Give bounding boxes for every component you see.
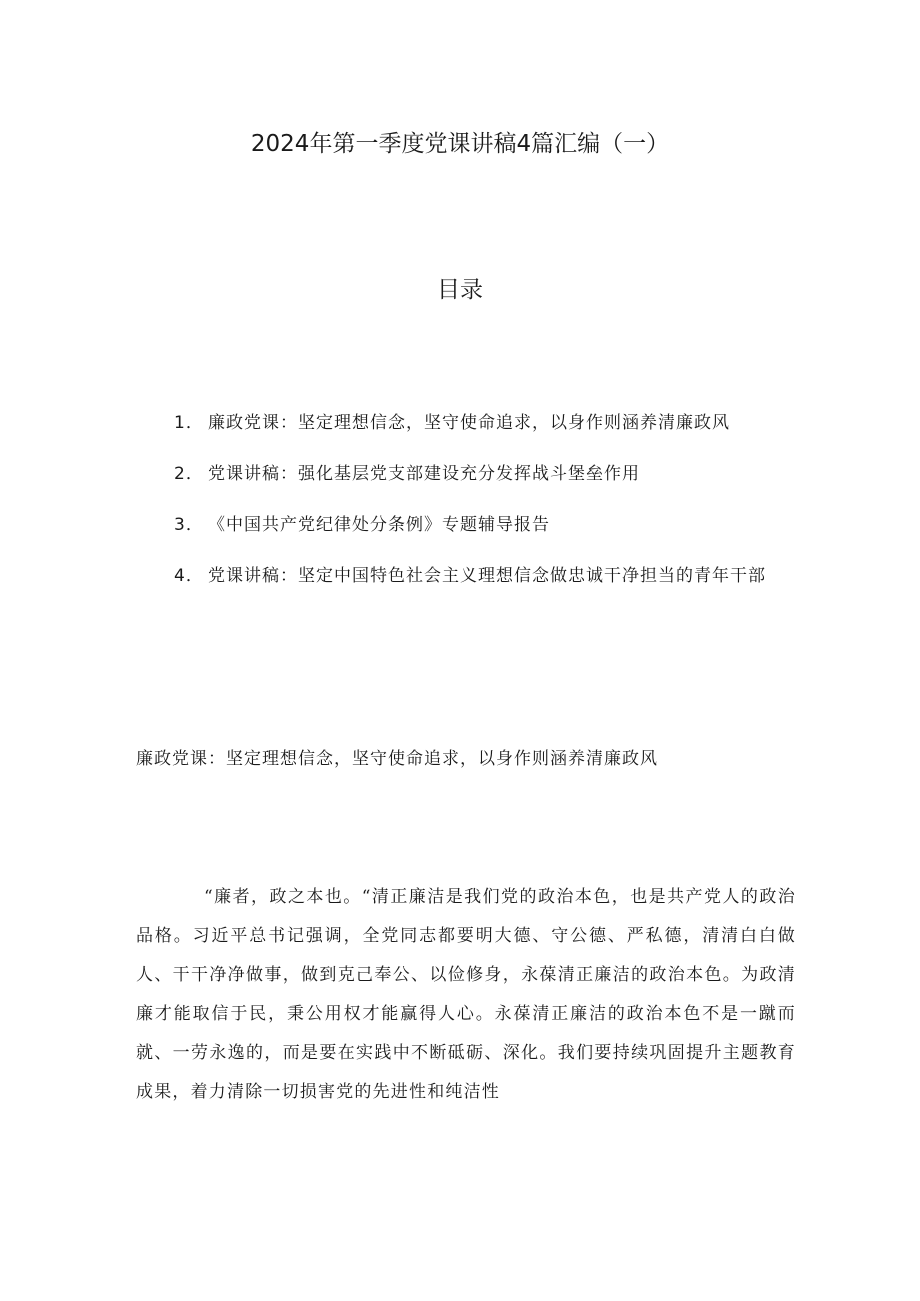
toc-item-number: 2． — [174, 464, 204, 484]
toc-item-number: 1． — [174, 413, 204, 433]
toc-heading: 目录 — [437, 277, 483, 303]
table-of-contents — [174, 406, 814, 601]
toc-item-4[interactable] — [174, 559, 814, 601]
toc-item-1[interactable] — [174, 406, 814, 441]
toc-item-number: 3． — [174, 515, 204, 535]
toc-item-text: 党课讲稿：坚定中国特色社会主义理想信念做忠诚干净担当的青年干部 — [208, 566, 766, 586]
section-heading: 廉政党课：坚定理想信念，坚守使命追求，以身作则涵养清廉政风 — [136, 749, 658, 769]
toc-item-2[interactable] — [174, 457, 814, 492]
body-paragraph: “廉者，政之本也。“清正廉洁是我们党的政治本色，也是共产党人的政治品格。习近平总书记强调，全党同志都要明大德、守公德、严私德，清清白白做人、干干净净做事，做到克己奉公、以俭修身，永葆清正廉洁的政治本色。为政清廉才能取信于民，秉公用权才能赢得人心。永葆清正廉洁的政治本色不是一蹴而就、一劳永逸的，而是要在实践中不断砥砺、深化。我们要持续巩固提升主题教育成果，着力清除一切损害党的先进性和纯洁性 — [136, 887, 796, 1102]
toc-item-number: 4． — [174, 566, 204, 586]
document-title: 2024年第一季度党课讲稿4篇汇编（一） — [250, 131, 670, 157]
toc-item-text: 《中国共产党纪律处分条例》专题辅导报告 — [208, 515, 550, 535]
toc-item-text: 廉政党课：坚定理想信念，坚守使命追求，以身作则涵养清廉政风 — [208, 413, 730, 433]
toc-item-text: 党课讲稿：强化基层党支部建设充分发挥战斗堡垒作用 — [208, 464, 640, 484]
toc-item-3[interactable] — [174, 508, 814, 543]
